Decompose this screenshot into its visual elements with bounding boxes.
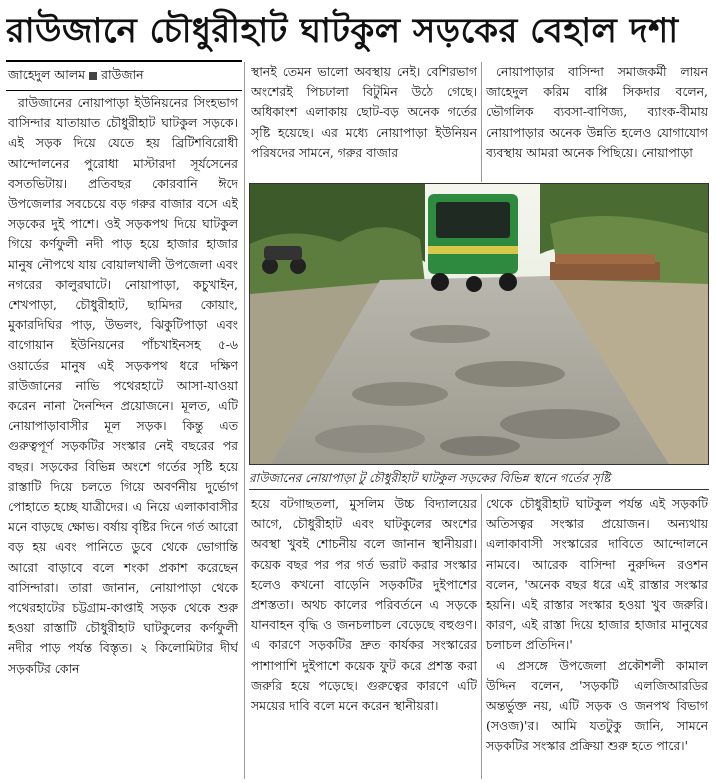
column-divider-2-top <box>481 62 482 182</box>
article-column-3-top <box>486 62 708 182</box>
byline-top-rule <box>6 60 242 62</box>
column-1-text: রাউজানের নোয়াপাড়া ইউনিয়নের সিংহভাগ বাসিন্দার যাতায়াত চৌধুরীহাট ঘাটকুল সড়কে। এই সড়ক দিয়ে যেতে হয় ব্রিটিশবিরোধী আন্দোলনের পুরোধা মাস্টারদা সূর্যসেনের বসতভিটায়। প্রতিবছর কোরবানি ঈদে উপজেলার সবচেয়ে বড় গরুর বাজার বসে এই সড়কের দুই পাশে। ওই সড়কপথ দিয়ে ঘাটকুল গিয়ে কর্ণফুলী নদী পাড় হয়ে হাজার হাজার মানুষ নৌপথে যায় বোয়ালখালী উপজেলা এবং নগরের কালুরঘাটে। নোয়াপাড়া, কচুখাইন, শেখপাড়া, চৌধুরীহাট, ছামিদর কোয়াং, মুকারদিঘির পাড়, উভলং, ঝিকুটিপাড়া এবং বাগোয়ান ইউনিয়নের পাঁচখাইনসহ ৫-৬ ওয়ার্ডের মানুষ এই সড়কপথ ধরে দক্ষিণ রাউজানের নাভি পথেরহাটে আসা-যাওয়া করেন নানা দৈনন্দিন প্রয়োজনে। মূলত, এটি নোয়াপাড়াবাসীর মূল সড়ক। কিন্তু এত গুরুত্বপূর্ণ সড়কটির সংস্কার নেই বছরের পর বছর। সড়কের বিভিন্ন অংশে গর্তের সৃষ্টি হয়ে রাস্তাটি দিয়ে চলতে গিয়ে অবর্ণনীয় দুর্ভোগ পোহাতে হচ্ছে যাত্রীদের। এ নিয়ে এলাকাবাসীর মনে বাড়ছে ক্ষোভ। বর্ষায় বৃষ্টির দিনে গর্ত আরো বড় হয় এবং পানিতে ডুবে থেকে ভোগান্তি আরো বাড়াবে বলে শংকা প্রকাশ করেছেন বাসিন্দারা। তারা জানান, নোয়াপাড়া থেকে পথেরহাটের চট্টগ্রাম-কাপ্তাই সড়ক থেকে শুরু হওয়া রাস্তাটি চৌধুরীহাট ঘাটকুলের কর্ণফুলী নদীর পাড় পর্যন্ত বিস্তৃত। ২ কিলোমিটার দীর্ঘ সড়কটির কোন <box>8 95 238 676</box>
article-column-1 <box>8 93 238 779</box>
column-3-bottom-paragraph-1: থেকে চৌধুরীহাট ঘাটকুল পর্যন্ত এই সড়কটি অতিসত্বর সংস্কার প্রয়োজন। অন্যথায় এলাকাবাসী সংস্কারের দাবিতে আন্দোলনে নামবে। আরেক বাসিন্দা নুরুদ্দিন রওশন বলেন, 'অনেক বছর ধরে এই রাস্তার সংস্কার হয়নি। এই রাস্তার সংস্কার হওয়া খুব জরুরি। কারণ, এই রাস্তা দিয়ে হাজার হাজার মানুষের চলাচল প্রতিদিন।' <box>486 496 708 653</box>
headline: রাউজানে চৌধুরীহাট ঘাটকুল সড়কের বেহাল দশা <box>6 11 679 51</box>
column-divider-1 <box>244 62 245 779</box>
article-column-2-top <box>251 62 477 182</box>
road-photo <box>249 183 709 465</box>
photo-caption: রাউজানের নোয়াপাড়া টু চৌধুরীহাট ঘাটকুল সড়কের বিভিন্ন স্থানে গর্তের সৃষ্টি <box>249 466 709 490</box>
byline-bottom-rule <box>6 90 242 91</box>
byline-location: রাউজান <box>101 67 144 82</box>
column-2-top-text: স্থানই তেমন ভালো অবস্থায় নেই। বেশিরভাগ অংশেরই পিচঢালা বিটুমিন উঠে গেছে। অধিকাংশ এলাকায় ছোট-বড় অনেক গর্তের সৃষ্টি হয়েছে। এর মধ্যে নোয়াপাড়া ইউনিয়ন পরিষদের সামনে, গরুর বাজার <box>251 64 477 160</box>
column-2-bottom-text: হয়ে বটগাছতলা, মুসলিম উচ্চ বিদ্যালয়ের আগে, চৌধুরীহাট এবং ঘাটকুলের অংশের অবস্থা খুবই শোচনীয় বলে জানান স্থানীয়রা। কয়েক বছর পর পর গর্ত ভরাট করার সংস্কার হলেও কখনো বাড়েনি সড়কটির দুইপাশের প্রশস্ততা। অথচ কালের পরিবর্তনে এ সড়কে যানবাহন বৃদ্ধি ও জনচলাচল বেড়েছে বহুগুণ। এ কারণে সড়কটির দ্রুত কার্যকর সংস্কারের পাশাপাশি দুইপাশে কয়েক ফুট করে প্রশস্ত করা জরুরি হয়ে পড়েছে। গুরুত্বের কারণে এটি সময়ের দাবি বলে মনে করেন স্থানীয়রা। <box>251 496 477 714</box>
column-divider-2-bottom <box>481 494 482 779</box>
byline-separator-square <box>89 72 97 80</box>
article-column-3-bottom <box>486 494 708 779</box>
byline <box>8 63 240 89</box>
byline-author: জাহেদুল আলম <box>8 67 86 82</box>
article-column-2-bottom <box>251 494 477 779</box>
column-3-bottom-paragraph-2: এ প্রসঙ্গে উপজেলা প্রকৌশলী কামাল উদ্দিন বলেন, 'সড়কটি এলজিআরডির অন্তর্ভুক্ত নয়, এটি সড়ক ও জনপথ বিভাগ (সওজ)'র। আমি যতটুকু জানি, সামনে সড়কটির সংস্কার প্রক্রিয়া শুরু হতে পারে।' <box>486 657 708 754</box>
road-photo-illustration <box>250 184 709 465</box>
column-3-top-text: নোয়াপাড়ার বাসিন্দা সমাজকর্মী লায়ন জাহেদুল করিম বাপ্পি সিকদার বলেন, ভৌগলিক ব্যবসা-বাণিজ্য, ব্যাংক-বীমায় নোয়াপাড়ার অনেক উন্নতি হলেও যোগাযোগ ব্যবস্থায় আমরা অনেক পিছিয়ে। নোয়াপাড়া <box>486 64 708 160</box>
